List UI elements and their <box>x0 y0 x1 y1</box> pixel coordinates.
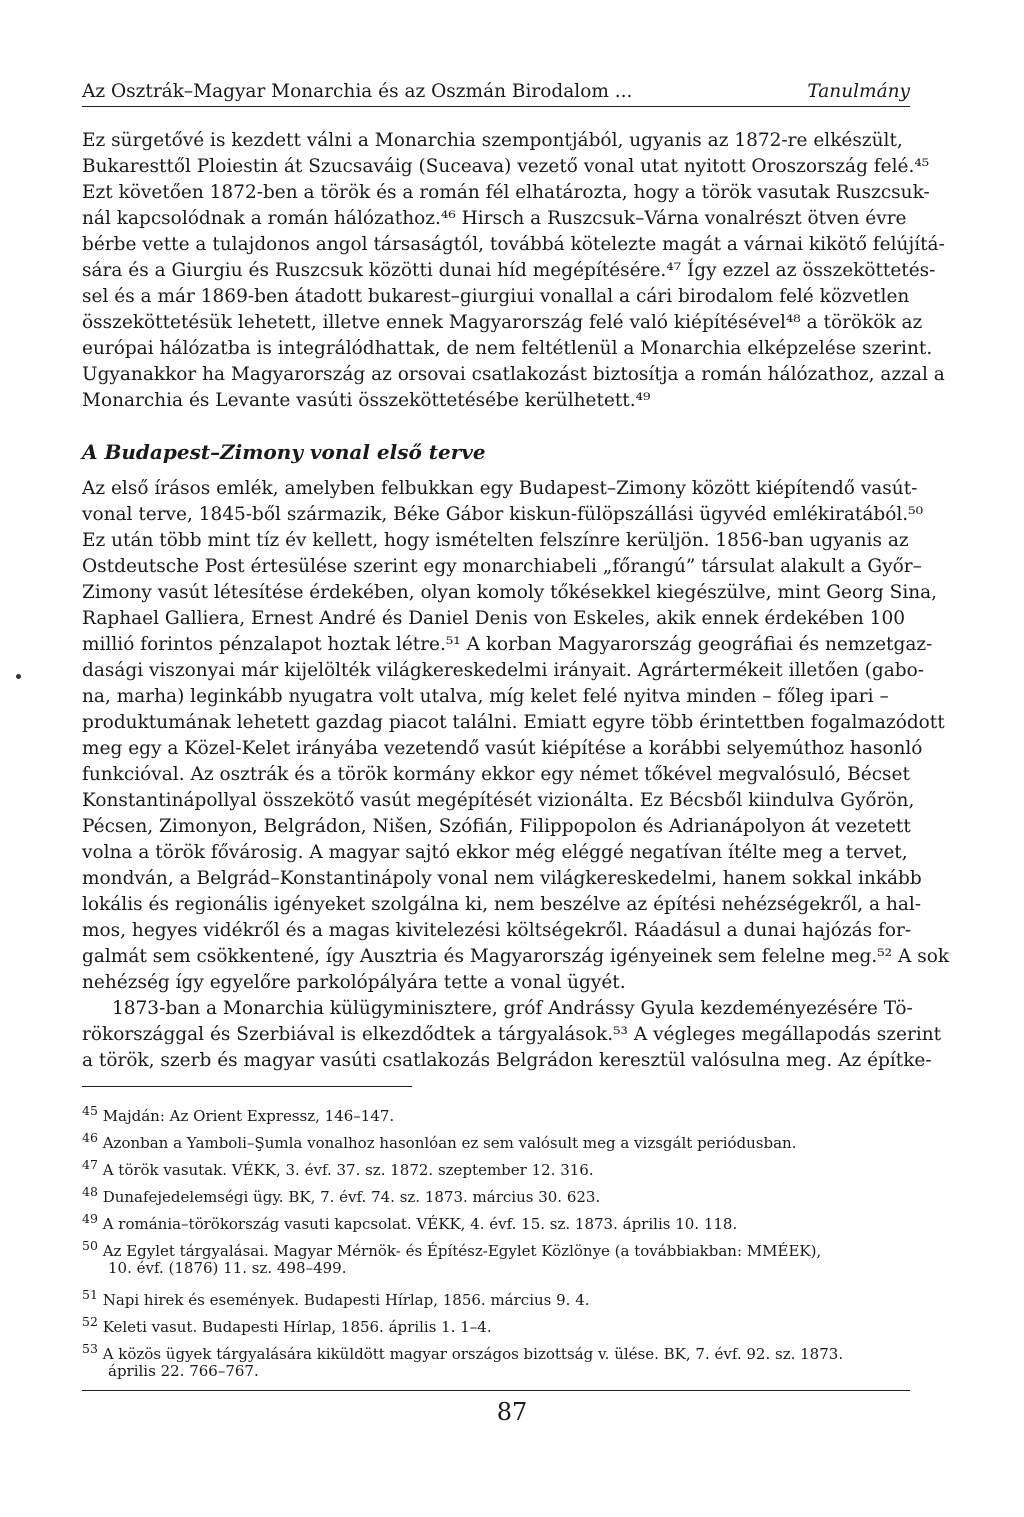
running-header <box>82 80 910 107</box>
body-line: nál kapcsolódnak a román hálózathoz.⁴⁶ Hirsch a Ruszcsuk–Várna vonalrészt ötven évre <box>82 208 907 229</box>
body-line: összeköttetésük lehetett, illetve ennek Magyarország felé való kiépítésével⁴⁸ a törökök az <box>82 312 923 333</box>
page-number: 87 <box>496 1398 528 1426</box>
footnote <box>82 1181 910 1208</box>
margin-speck <box>16 674 21 679</box>
body-line: produktumának lehetett gazdag piacot találni. Emiatt egyre több érintettben fogalmazódott <box>82 712 945 733</box>
footnote-text: A közös ügyek tárgyalására kiküldött magyar országos bizottság v. ülése. BK, 7. évf. 92. sz. 1873. <box>102 1345 844 1363</box>
footnote-text: Azonban a Yamboli–Şumla vonalhoz hasonlóan ez sem valósult meg a vizsgált periódusban. <box>102 1134 797 1152</box>
footnote <box>82 1100 910 1127</box>
body-line: Zimony vasút létesítése érdekében, olyan komoly tőkésekkel kiegészülve, mint Georg Sina, <box>82 582 938 603</box>
footnote-number: 49 <box>82 1211 98 1226</box>
body-line: Ugyanakkor ha Magyarország az orsovai csatlakozást biztosítja a román hálózathoz, azzal a <box>82 364 945 385</box>
body-line: rökországgal és Szerbiával is elkezdődtek a tárgyalások.⁵³ A végleges megállapodás szerint <box>82 1024 942 1045</box>
body-line: volna a török fővárosig. A magyar sajtó ekkor még eléggé negatívan ítélte meg a tervet, <box>82 842 908 863</box>
body-line: mondván, a Belgrád–Konstantinápoly vonal nem világkereskedelmi, hanem sokkal inkább <box>82 868 922 889</box>
body-line: a török, szerb és magyar vasúti csatlakozás Belgrádon keresztül valósulna meg. Az építke- <box>82 1050 932 1071</box>
footnote-number: 52 <box>82 1314 98 1329</box>
footnote-continuation: 10. évf. (1876) 11. sz. 498–499. <box>108 1259 347 1277</box>
section-heading: A Budapest–Zimony vonal első terve <box>82 440 486 464</box>
running-title: Az Osztrák–Magyar Monarchia és az Oszmán Birodalom ... <box>82 81 633 102</box>
footnote-number: 53 <box>82 1341 98 1356</box>
body-line: Ezt követően 1872-ben a török és a román fél elhatározta, hogy a török vasutak Ruszcsuk- <box>82 182 930 203</box>
footnote-text: A románia–törökország vasuti kapcsolat. VÉKK, 4. évf. 15. sz. 1873. április 10. 118. <box>102 1215 738 1233</box>
footnote-text: Keleti vasut. Budapesti Hírlap, 1856. április 1. 1–4. <box>102 1318 492 1336</box>
footnote-text: Majdán: Az Orient Expressz, 146–147. <box>102 1107 395 1125</box>
body-line: dasági viszonyai már kijelölték világkereskedelmi irányait. Agrártermékeit illetően (gabo- <box>82 660 924 681</box>
body-line: Raphael Galliera, Ernest André és Daniel Denis von Eskeles, akik ennek érdekében 100 <box>82 608 905 629</box>
bottom-rule <box>82 1390 910 1391</box>
footnote <box>82 1154 910 1181</box>
body-line: Bukaresttől Ploiestin át Szucsaváig (Suceava) vezető vonal utat nyitott Oroszország felé.⁴⁵ <box>82 156 930 177</box>
body-line: Ez után több mint tíz év kellett, hogy ismételten felszínre kerüljön. 1856-ban ugyanis az <box>82 530 909 551</box>
body-line: Ostdeutsche Post értesülése szerint egy monarchiabeli „főrangú” társulat alakult a Győr– <box>82 556 922 577</box>
body-line: meg egy a Közel-Kelet irányába vezetendő vasút kiépítése a korábbi selyemúthoz hasonló <box>82 738 923 759</box>
body-line: vonal terve, 1845-ből származik, Béke Gábor kiskun-fülöpszállási ügyvéd emlékiratából.⁵⁰ <box>82 504 924 525</box>
footnote-number: 45 <box>82 1103 98 1118</box>
body-line: na, marha) leginkább nyugatra volt utalva, míg kelet felé nyitva minden – főleg ipari – <box>82 686 889 707</box>
footnote <box>82 1127 910 1154</box>
body-line: nehézség így egyelőre parkolópályára tette a vonal ügyét. <box>82 972 626 993</box>
body-line: sel és a már 1869-ben átadott bukarest–giurgiui vonallal a cári birodalom felé közvetlen <box>82 286 910 307</box>
body-line: Az első írásos emlék, amelyben felbukkan egy Budapest–Zimony között kiépítendő vasút- <box>82 478 918 499</box>
body-line: mos, hegyes vidékről és a magas kivitelezési költségekről. Ráadásul a dunai hajózás for- <box>82 920 912 941</box>
body-line: lokális és regionális igényeket szolgálna ki, nem beszélve az építési nehézségekről, a hal- <box>82 894 922 915</box>
body-line: galmát sem csökkentené, így Ausztria és Magyarország igényeinek sem felelne meg.⁵² A sok <box>82 946 950 967</box>
section-label: Tanulmány <box>807 81 910 102</box>
body-line: 1873-ban a Monarchia külügyminisztere, gróf Andrássy Gyula kezdeményezésére Tö- <box>112 998 913 1019</box>
body-line: Ez sürgetővé is kezdett válni a Monarchia szempontjából, ugyanis az 1872-re elkészült, <box>82 130 903 151</box>
body-line: Konstantinápollyal összekötő vasút megépítését vizionálta. Ez Bécsből kiindulva Győrön, <box>82 790 915 811</box>
footnote-separator <box>82 1086 412 1087</box>
body-line: millió forintos pénzalapot hoztak létre.⁵¹ A korban Magyarország geográfiai és nemzetgaz- <box>82 634 933 655</box>
footnote <box>82 1284 910 1311</box>
body-line: bérbe vette a tulajdonos angol társaságtól, továbbá kötelezte magát a várnai kikötő felújítá- <box>82 234 945 255</box>
footnote-text: Az Egylet tárgyalásai. Magyar Mérnök- és Építész-Egylet Közlönye (a továbbiakban: MMÉEK), <box>102 1242 822 1260</box>
footnote-number: 50 <box>82 1238 98 1253</box>
footnote-number: 51 <box>82 1287 98 1302</box>
body-line: Monarchia és Levante vasúti összeköttetésébe kerülhetett.⁴⁹ <box>82 390 651 411</box>
footnote-text: Dunafejedelemségi ügy. BK, 7. évf. 74. sz. 1873. március 30. 623. <box>102 1188 601 1206</box>
body-line: Pécsen, Zimonyon, Belgrádon, Nišen, Szófián, Filippopolon és Adrianápolyon át vezetett <box>82 816 911 837</box>
footnote-continuation: április 22. 766–767. <box>108 1362 259 1380</box>
footnote <box>82 1311 910 1338</box>
footnote-number: 46 <box>82 1130 98 1145</box>
body-line: sára és a Giurgiu és Ruszcsuk közötti dunai híd megépítésére.⁴⁷ Így ezzel az összeköttetés- <box>82 260 936 281</box>
footnote-text: Napi hirek és események. Budapesti Hírlap, 1856. március 9. 4. <box>102 1291 590 1309</box>
footnote <box>82 1208 910 1235</box>
footnote-text: A török vasutak. VÉKK, 3. évf. 37. sz. 1872. szeptember 12. 316. <box>102 1161 594 1179</box>
body-line: funkcióval. Az osztrák és a török kormány ekkor egy német tőkével megvalósuló, Bécset <box>82 764 910 785</box>
body-line: európai hálózatba is integrálódhattak, de nem feltétlenül a Monarchia elképzelése szerint. <box>82 338 933 359</box>
footnote-number: 48 <box>82 1184 98 1199</box>
footnote-number: 47 <box>82 1157 98 1172</box>
